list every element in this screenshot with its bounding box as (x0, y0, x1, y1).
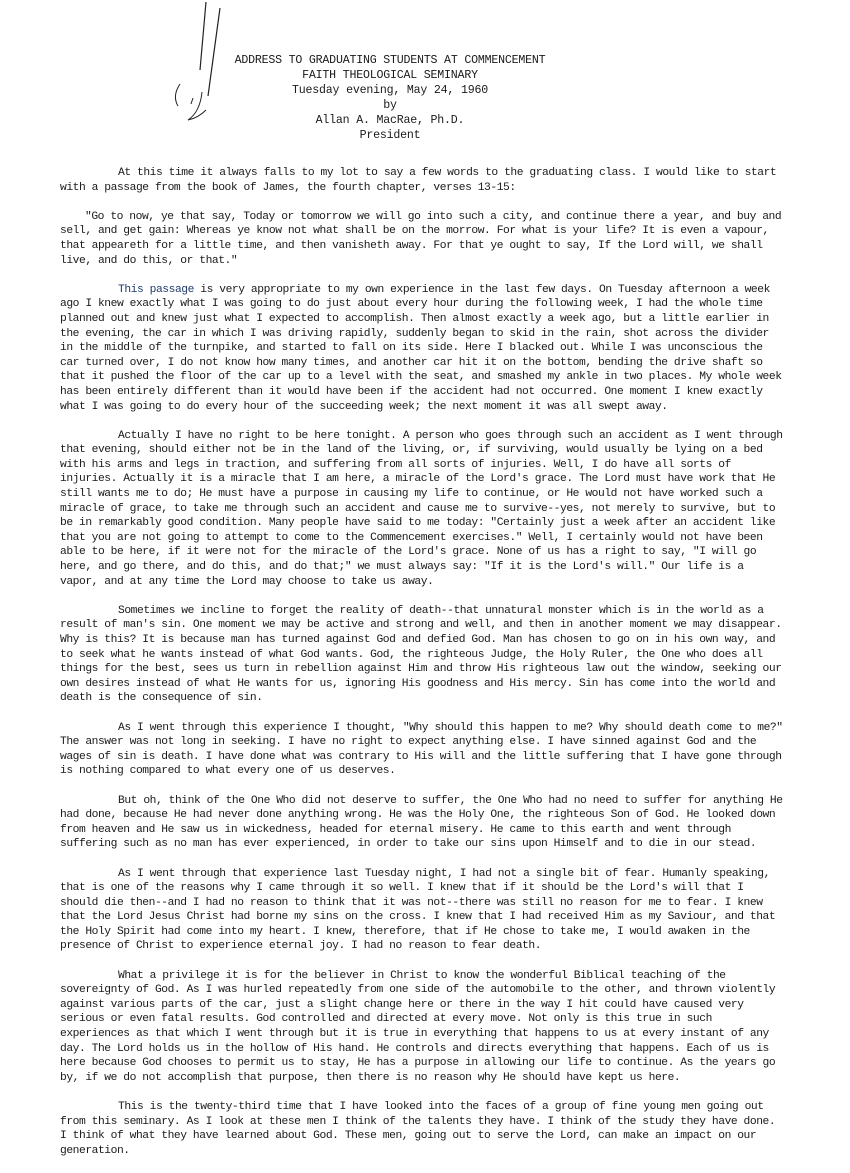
paragraph-accident-text: is very appropriate to my own experience in the last few days. On Tuesday afternoon a week ago I knew exactly what I was going to do just about every hour during the following week, I had the whole time planned out and knew just what I expected to accomplish. Then almost exactly a week ago, but a little earlier in the evening, the car in which I was driving rapidly, suddenly began to skid in the rain, shot across the divider in the middle of the turnpike, and started to fall on its side. Here I blacked out. While I was unconscious the car turned over, I do not know how many times, and another car hit it on the bottom, bending the drive shaft so that it pushed the floor of the car up to a level with the seat, and smashed my ankle in two places. My whole week has been entirely different than it would have been if the accident had not occurred. One moment I knew exactly what I was going to do every hour of the succeeding week; the next moment it was all swept away. (60, 283, 782, 413)
byline: by (383, 99, 397, 112)
paragraph-death: Sometimes we incline to forget the reality of death--that unnatural monster which is in the world as a result of man's sin. One moment we may be active and strong and well, and then in another moment we may disappear. Why is this? It is because man has turned against God and defied God. Man has chosen to go on in his own way, and to seek what he wants instead of what God wants. God, the righteous Judge, the Holy Ruler, the One who does all things for the best, sees us turn in rebellion against Him and throw His righteous law out the window, seeking our own desires instead of what He wants for us, ignoring His goodness and His mercy. Sin has come into the world and death is the consequence of sin. (60, 604, 782, 705)
pen-stroke (191, 98, 193, 104)
address-title: ADDRESS TO GRADUATING STUDENTS AT COMMENCEMENT (234, 54, 546, 67)
paragraph-miracle: Actually I have no right to be here tonight. A person who goes through such an accident as I went through that evening, should either not be in the land of the living, or, if surviving, would usually be lying on a bed with his arms and legs in traction, and suffering from all sorts of injuries. Well, I do have all sorts of injuries. Actually it is a miracle that I am here, a miracle of the Lord's grace. The Lord must have work that He still wants me to do; He must have a purpose in causing my life to continue, or He would not have worked such a miracle of grace, to take me through such an accident and cause me to survive--yes, not merely to survive, but to be in remarkably good condition. Many people have said to me today: "Certainly just a week after an accident like that you are not going to attempt to come to the Commencement exercises." Well, I certainly would not have been able to be here, if it were not for the miracle of the Lord's grace. None of us has a right to say, "I will go here, and go there, and do this, and do that;" we must always say: "If it is the Lord's will." Our life is a vapor, and at any time the Lord may choose to take us away. (60, 429, 783, 588)
address-date: Tuesday evening, May 24, 1960 (292, 84, 488, 97)
paragraph-no-fear: As I went through that experience last Tuesday night, I had not a single bit of fear. Humanly speaking, that is one of the reasons why I came through it so well. I knew that if it should be the Lord's will that I should die then--and I had no reason to think that it was not--there was still no reason for me to fear. I knew that the Lord Jesus Christ had borne my sins on the cross. I knew that I had received Him as my Saviour, and that the Holy Spirit had come into my heart. I knew, therefore, that if He chose to take me, I would awaken in the presence of Christ to experience eternal joy. I had no reason to fear death. (60, 867, 776, 953)
address-header (200, 53, 580, 143)
paragraph-accident (60, 283, 785, 414)
address-body (60, 166, 785, 1173)
author-title: President (359, 129, 421, 142)
scripture-quote: "Go to now, ye that say, Today or tomorrow we will go into such a city, and continue there a year, and buy and sell, and get gain: Whereas ye know not what shall be on the morrow. For what is your life? It is even a vapour, that appeareth for a little time, and then vanisheth away. For that ye ought to say, If the Lord will, we shall live, and do this, or that." (60, 210, 782, 267)
paragraph-intro: At this time it always falls to my lot to say a few words to the graduating class. I would like to start with a passage from the book of James, the fourth chapter, verses 13-15: (60, 167, 777, 194)
paragraph-holy-one: But oh, think of the One Who did not deserve to suffer, the One Who had no need to suffer for anything He had done, because He had never done anything wrong. He was the Holy One, the righteous Son of God. He looked down from heaven and He saw us in wickedness, headed for eternal misery. He came to this earth and went through suffering such as no man has ever experienced, in order to take our sins upon Himself and to die in our stead. (60, 794, 783, 851)
pen-stroke (175, 84, 180, 106)
paragraph-accident-lead: This passage (118, 283, 194, 296)
paragraph-graduates: This is the twenty-third time that I have looked into the faces of a group of fine young men going out from this seminary. As I look at these men I think of the talents they have. I think of the study they have done. I think of what they have learned about God. These men, going out to serve the Lord, can make an impact on our generation. (60, 1101, 776, 1157)
paragraph-sovereignty: What a privilege it is for the believer in Christ to know the wonderful Biblical teaching of the sovereignty of God. As I was hurled repeatedly from one side of the automobile to the other, and thrown violently against various parts of the car, just a slight change here or there in the way I hit could have caused very serious or even fatal results. God controlled and directed at every move. Not only is this true in such experiences as that which I went through but it is true in everything that happens to us at every instant of any day. The Lord holds us in the hollow of His hand. He controls and directs everything that happens. Each of us is here because God chooses to permit us to stay, He has a purpose in allowing our life to continue. As the years go by, if we do not accomplish that purpose, then there is no reason why He should have kept us here. (60, 969, 776, 1084)
institution-name: FAITH THEOLOGICAL SEMINARY (302, 69, 478, 82)
paragraph-experience: As I went through this experience I thought, "Why should this happen to me? Why should death come to me?" The answer was not long in seeking. I have no right to expect anything else. I have sinned against God and the wages of sin is death. I have done what was contrary to His will and the little suffering that I have gone through is nothing compared to what every one of us deserves. (60, 721, 783, 778)
author-name: Allan A. MacRae, Ph.D. (315, 114, 465, 127)
